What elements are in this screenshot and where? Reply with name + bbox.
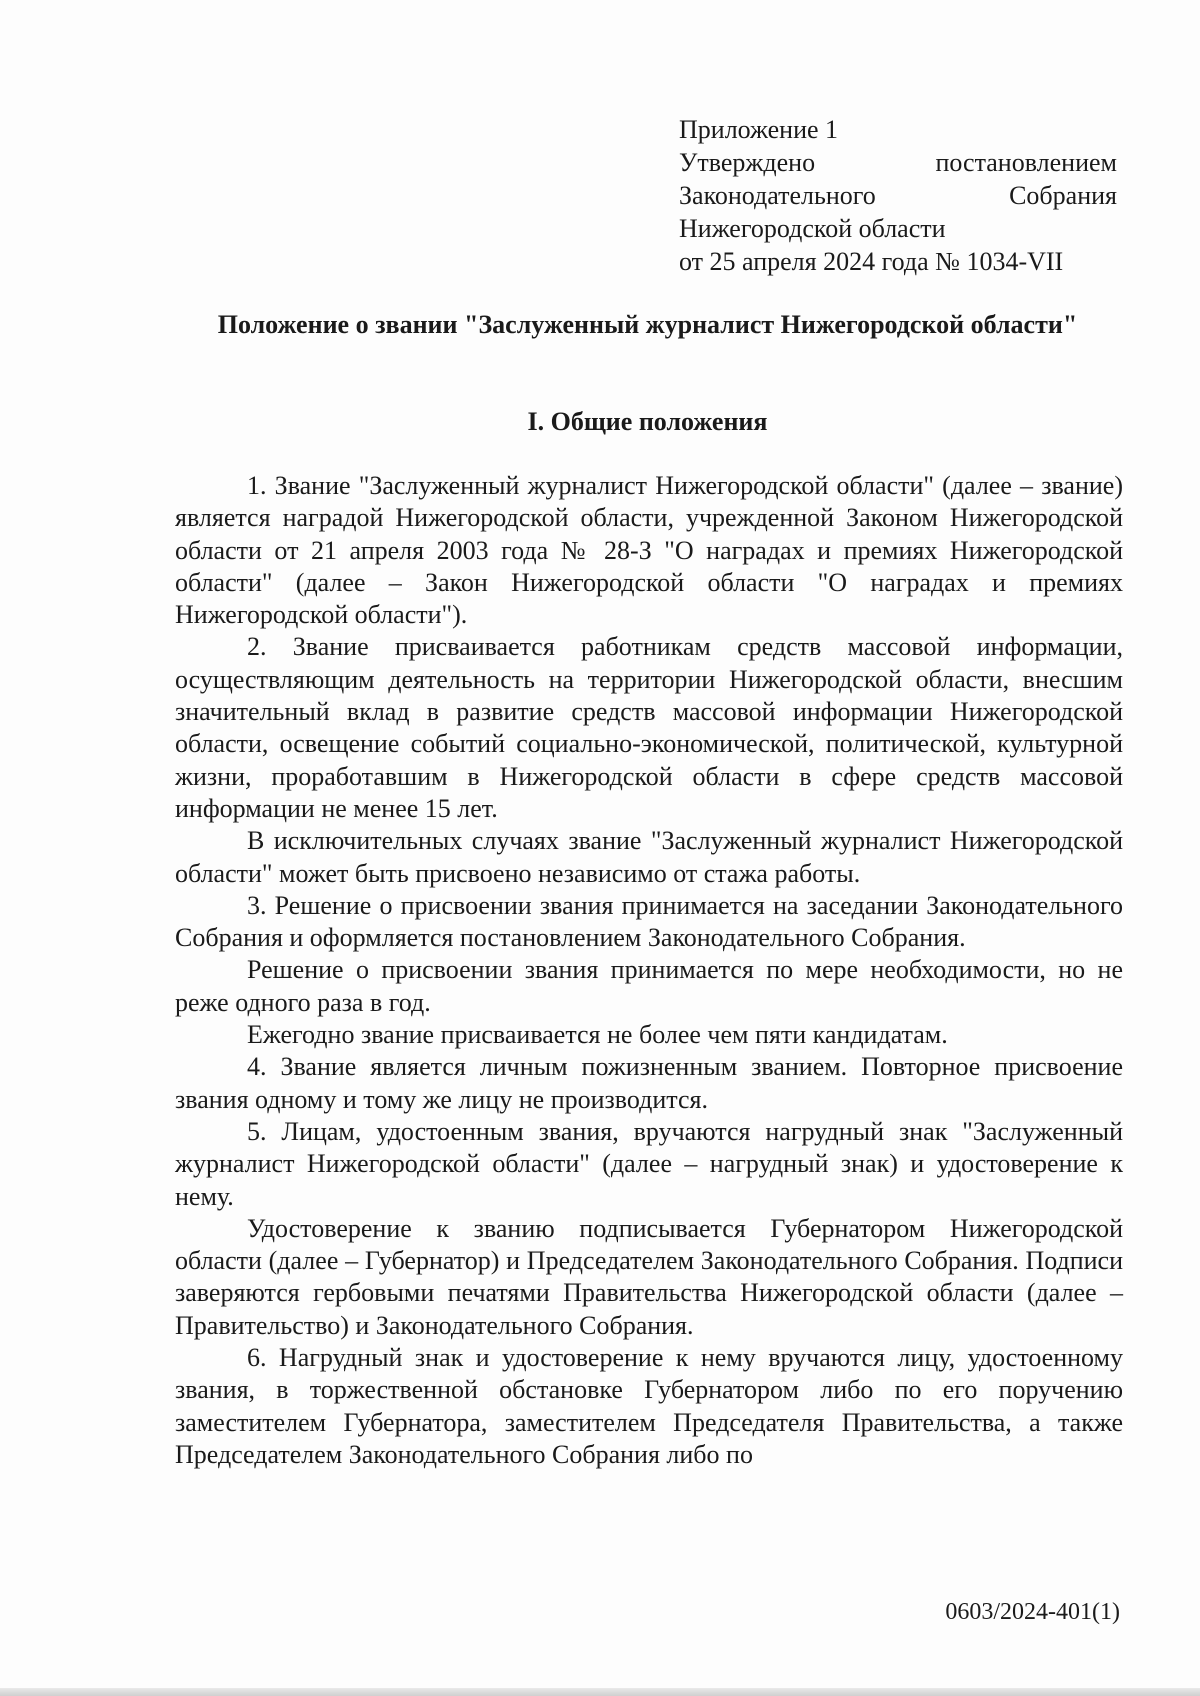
legislative-word: Законодательного <box>679 181 876 210</box>
document-body <box>175 470 1123 1471</box>
approval-block <box>679 113 1117 278</box>
document-title: Положение о звании "Заслуженный журналист Нижегородской области" <box>217 310 1078 339</box>
region-line: Нижегородской области <box>679 214 946 243</box>
assembly-line <box>679 179 1117 212</box>
assembly-word: Собрания <box>1009 181 1117 210</box>
document-registration-code: 0603/2024-401(1) <box>945 1599 1120 1625</box>
paragraph: 3. Решение о присвоении звания принимается на заседании Законодательного Собрания и оформляется постановлением Законодательного Собрания. <box>175 890 1123 953</box>
paragraph: В исключительных случаях звание "Заслуженный журналист Нижегородской области" может быть присвоено независимо от стажа работы. <box>175 826 1123 888</box>
approved-by-line <box>679 146 1117 179</box>
paragraph: Удостоверение к званию подписывается Губернатором Нижегородской области (далее – Губернатор) и Председателем Законодательного Собрания. Подписи заверяются гербовыми печатями Правительства Нижегородской области (далее – Правительство) и Законодательного Собрания. <box>175 1213 1123 1340</box>
section-heading: I. Общие положения <box>527 407 768 436</box>
paragraph: Ежегодно звание присваивается не более чем пяти кандидатам. <box>247 1020 948 1050</box>
paragraph: 2. Звание присваивается работникам средств массовой информации, осуществляющим деятельность на территории Нижегородской области, внесшим значительный вклад в развитие средств массовой информации Нижегородской области, освещение событий социально-экономической, политической, культурной жизни, проработавшим в Нижегородской области в сфере средств массовой информации не менее 15 лет. <box>175 632 1123 823</box>
paragraph: 1. Звание "Заслуженный журналист Нижегородской области" (далее – звание) является наградой Нижегородской области, учрежденной Законом Нижегородской области от 21 апреля 2003 года № 28-З "О наградах и премиях Нижегородской области" (далее – Закон Нижегородской области "О наградах и премиях Нижегородской области"). <box>175 471 1123 630</box>
scan-edge-divider <box>0 1688 1200 1696</box>
resolution-date-number: от 25 апреля 2024 года № 1034-VII <box>679 247 1064 276</box>
approved-word: Утверждено <box>679 148 816 177</box>
paragraph: 4. Звание является личным пожизненным званием. Повторное присвоение звания одному и тому же лицу не производится. <box>175 1052 1123 1114</box>
paragraph: 6. Нагрудный знак и удостоверение к нему вручаются лицу, удостоенному звания, в торжественной обстановке Губернатором либо по его поручению заместителем Губернатора, заместителем Председателя Правительства, а также Председателем Законодательного Собрания либо по <box>175 1343 1123 1469</box>
resolution-word: постановлением <box>935 148 1117 177</box>
appendix-label: Приложение 1 <box>679 115 839 144</box>
paragraph: Решение о присвоении звания принимается по мере необходимости, но не реже одного раза в год. <box>175 955 1123 1017</box>
paragraph: 5. Лицам, удостоенным звания, вручаются нагрудный знак "Заслуженный журналист Нижегородской области" (далее – нагрудный знак) и удостоверение к нему. <box>175 1116 1123 1211</box>
